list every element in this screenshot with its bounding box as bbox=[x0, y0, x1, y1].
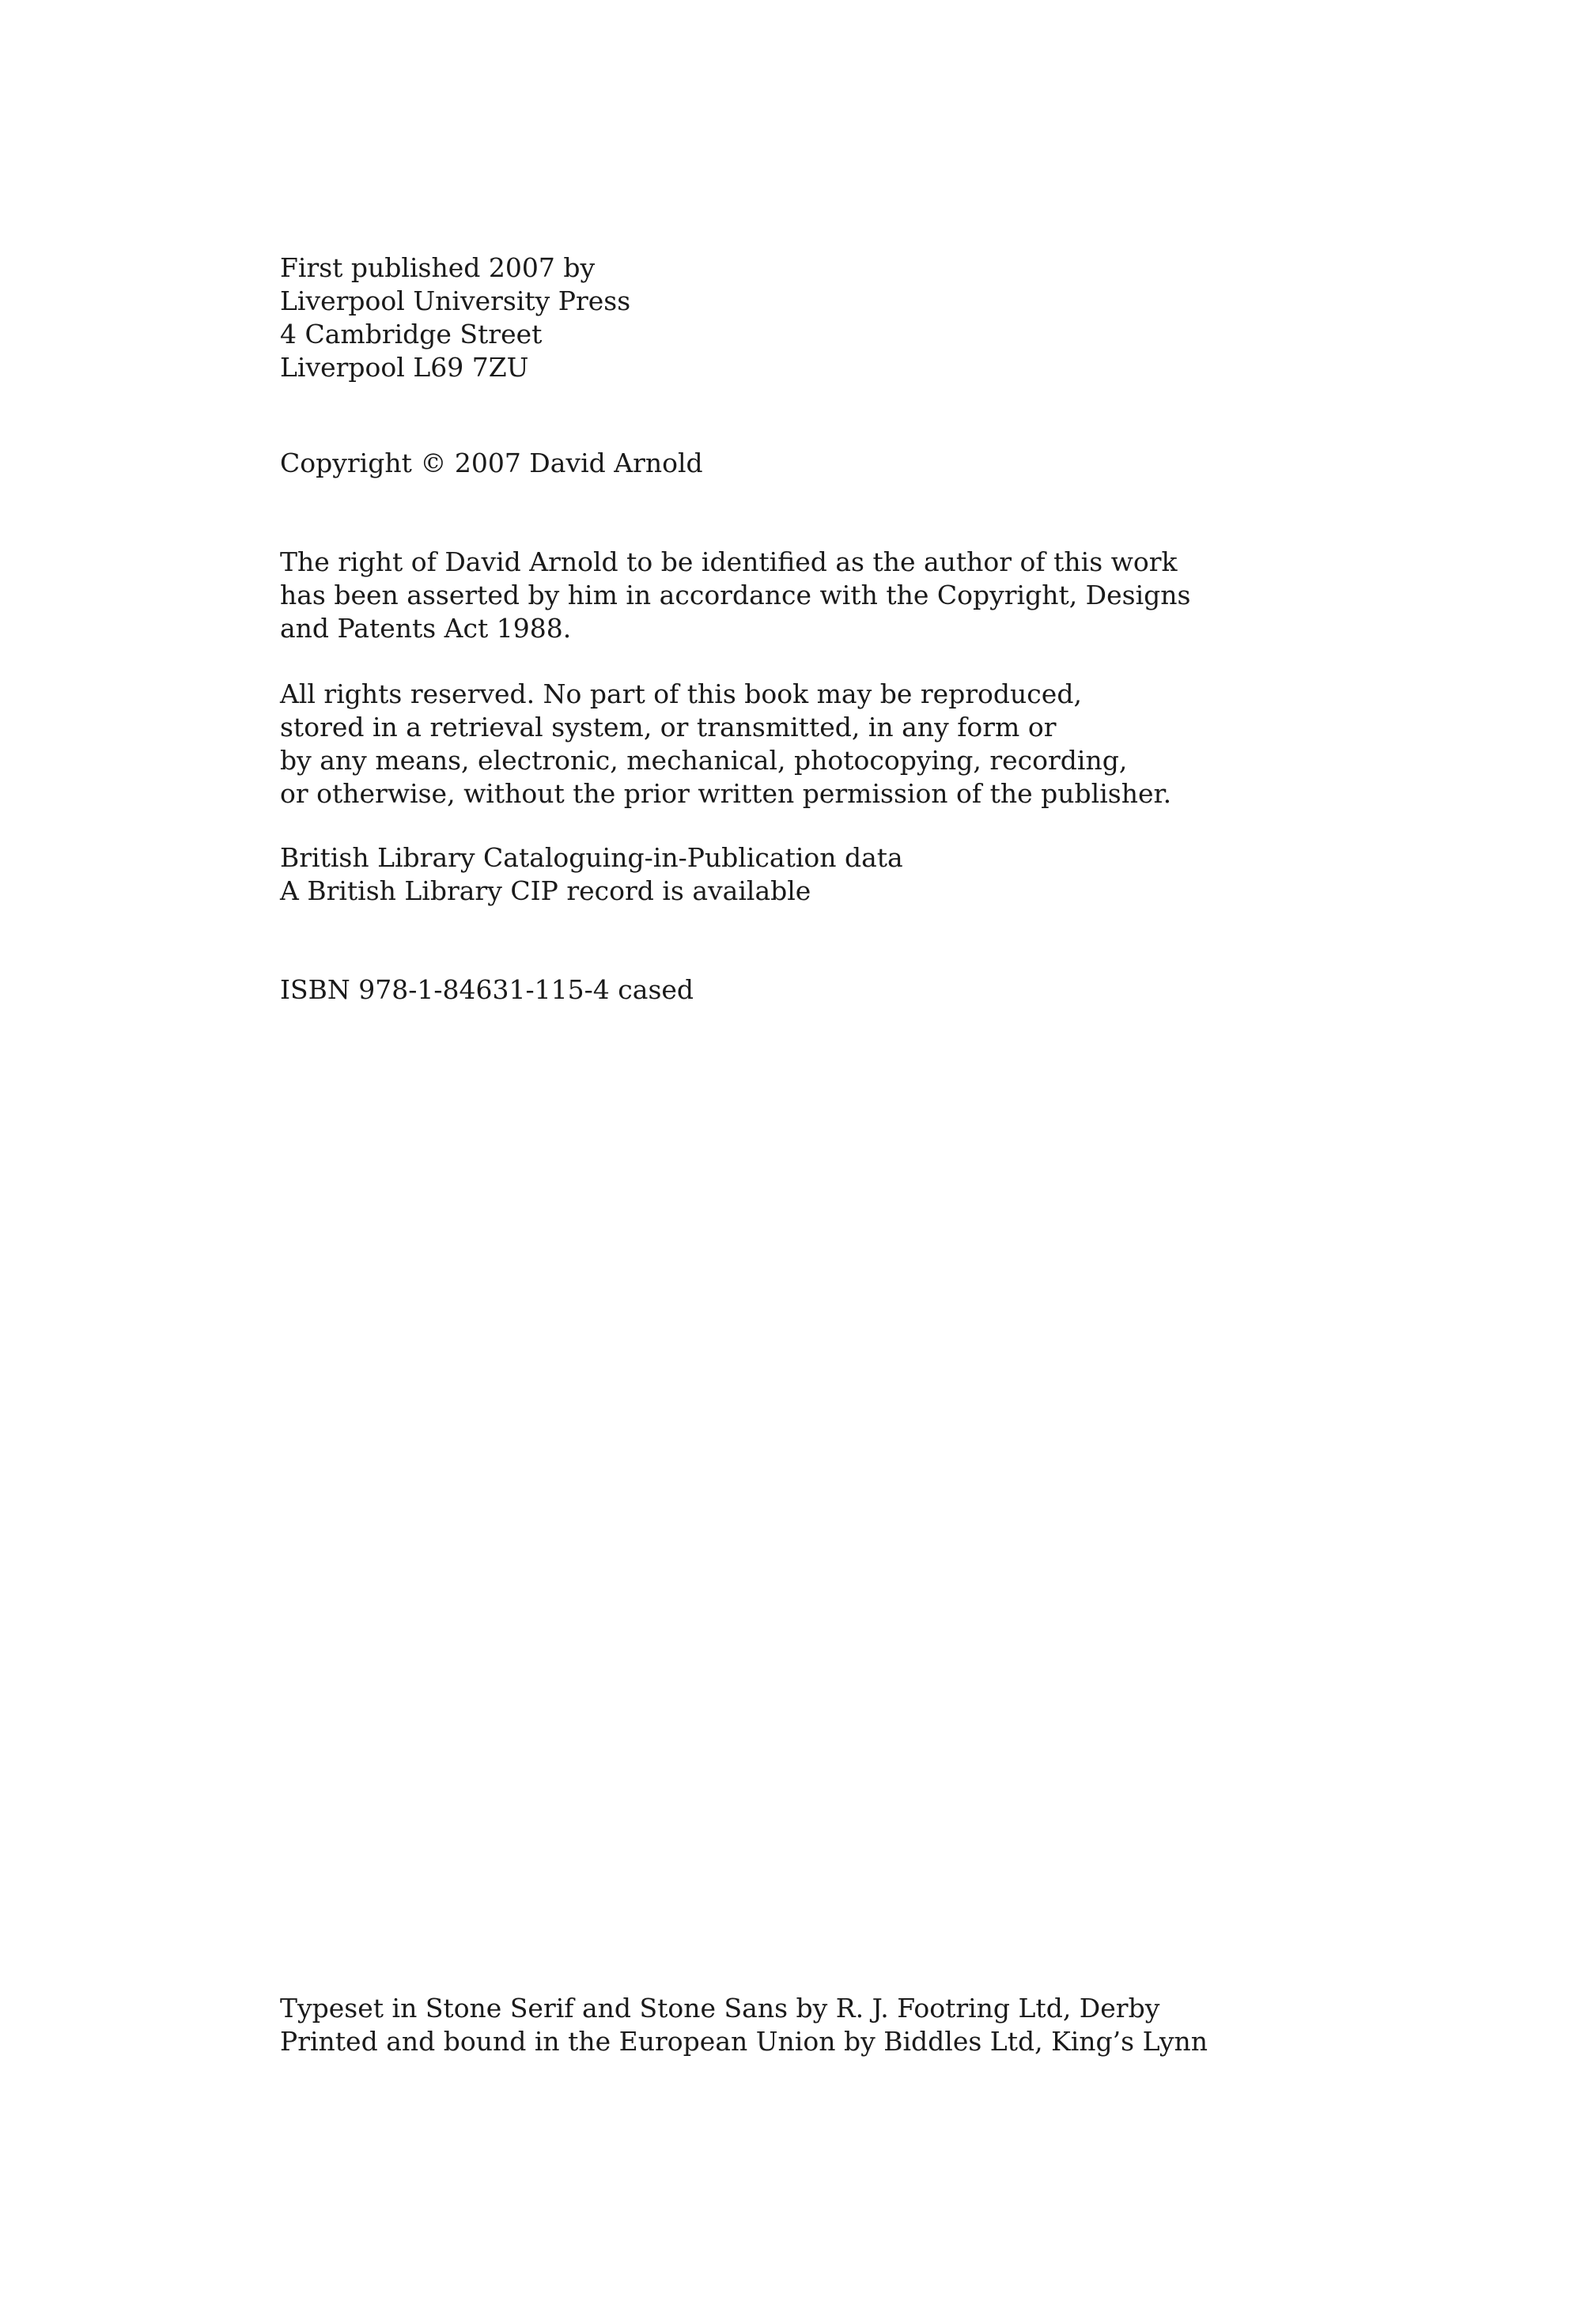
printer-line: Printed and bound in the European Union by Biddles Ltd, King’s Lynn bbox=[280, 2026, 1208, 2057]
publisher-line: Liverpool L69 7ZU bbox=[280, 352, 529, 383]
copyright-notice: Copyright © 2007 David Arnold bbox=[280, 448, 703, 478]
moral-rights-block bbox=[280, 546, 1308, 645]
typesetter-line: Typeset in Stone Serif and Stone Sans by R. J. Footring Ltd, Derby bbox=[280, 1993, 1160, 2024]
rights-reserved-line: stored in a retrieval system, or transmitted, in any form or bbox=[280, 712, 1057, 743]
publisher-address-block bbox=[280, 251, 1308, 384]
publisher-line: Liverpool University Press bbox=[280, 285, 631, 316]
moral-rights-line: The right of David Arnold to be identified as the author of this work bbox=[280, 546, 1178, 577]
rights-reserved-block bbox=[280, 678, 1308, 811]
cip-line: British Library Cataloguing-in-Publication data bbox=[280, 842, 903, 873]
publisher-line: 4 Cambridge Street bbox=[280, 319, 543, 350]
isbn: ISBN 978-1-84631-115-4 cased bbox=[280, 974, 694, 1005]
rights-reserved-line: All rights reserved. No part of this book may be reproduced, bbox=[280, 678, 1082, 709]
moral-rights-line: and Patents Act 1988. bbox=[280, 613, 572, 644]
cip-line: A British Library CIP record is available bbox=[280, 875, 811, 906]
cip-data-block bbox=[280, 841, 1308, 908]
printer-info-block bbox=[280, 1992, 1308, 2058]
publisher-line: First published 2007 by bbox=[280, 252, 596, 283]
isbn-block bbox=[280, 973, 1308, 1007]
moral-rights-line: has been asserted by him in accordance with the Copyright, Designs bbox=[280, 580, 1191, 610]
copyright-notice-block bbox=[280, 447, 1308, 480]
rights-reserved-line: or otherwise, without the prior written permission of the publisher. bbox=[280, 778, 1172, 809]
rights-reserved-line: by any means, electronic, mechanical, photocopying, recording, bbox=[280, 745, 1128, 776]
